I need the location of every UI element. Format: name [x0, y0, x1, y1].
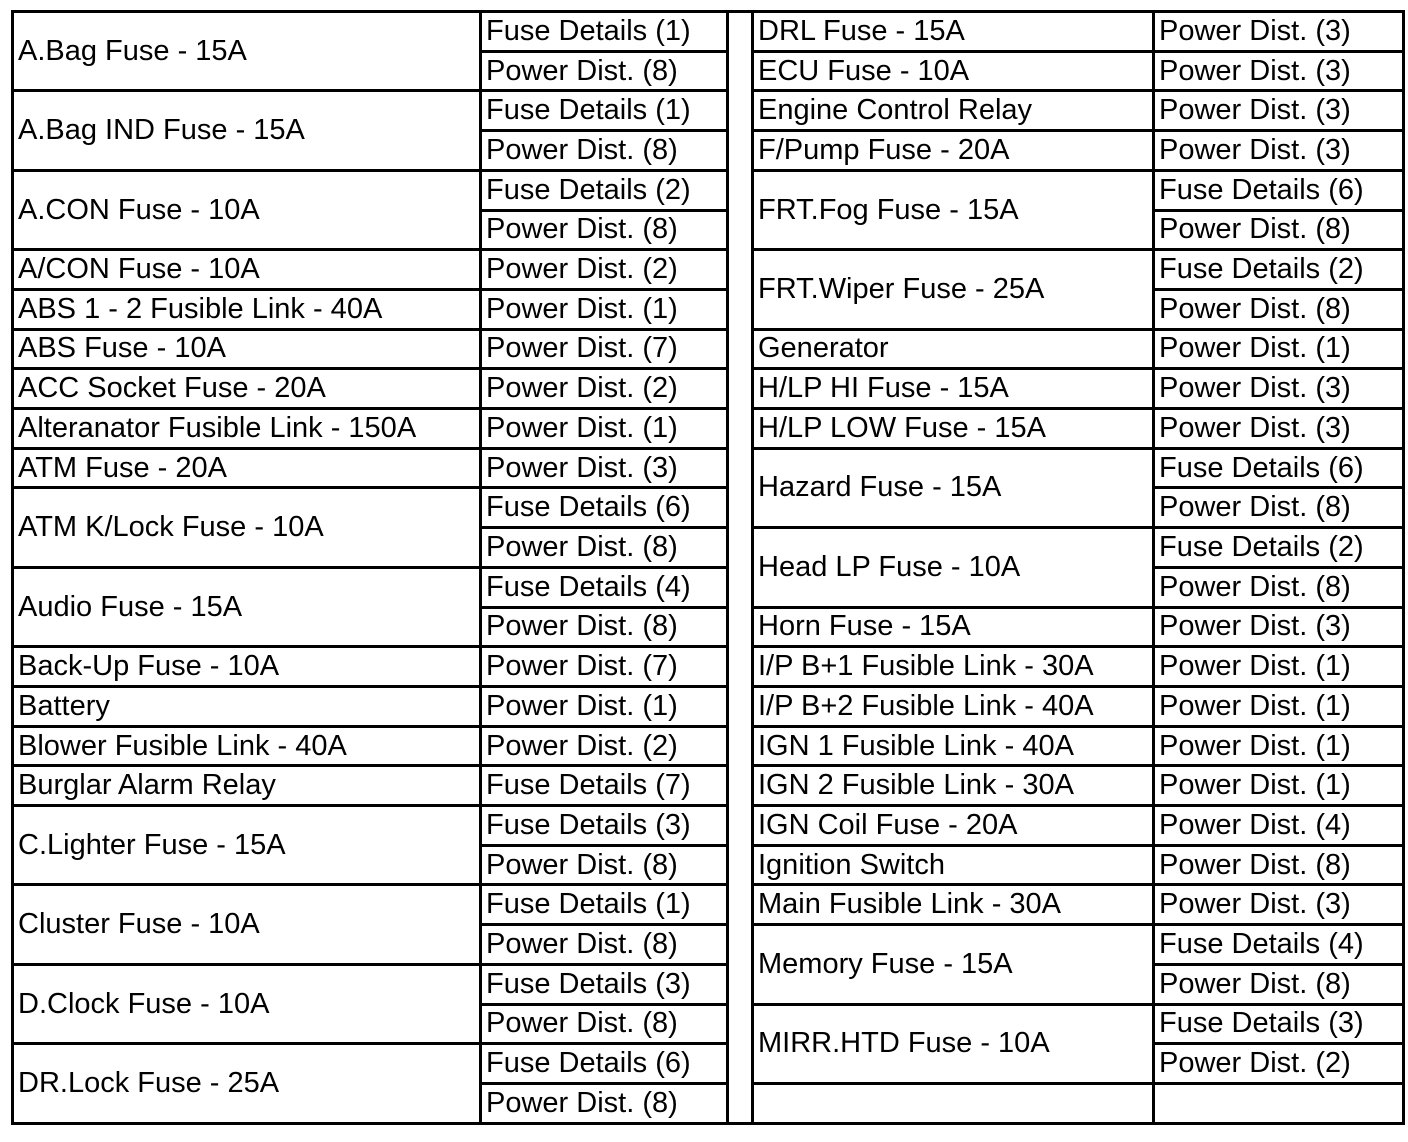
left-component-name: Cluster Fuse - 10A [13, 885, 481, 964]
left-reference: Fuse Details (6) [481, 488, 728, 528]
left-reference: Power Dist. (2) [481, 369, 728, 409]
right-component-name: Ignition Switch [753, 845, 1154, 885]
right-reference: Power Dist. (8) [1154, 210, 1404, 250]
right-component-name: ECU Fuse - 10A [753, 51, 1154, 91]
table-row [13, 647, 1404, 687]
left-reference: Power Dist. (2) [481, 250, 728, 290]
table-row [13, 964, 1404, 1004]
table-row [13, 250, 1404, 290]
left-reference: Power Dist. (1) [481, 686, 728, 726]
right-reference: Fuse Details (2) [1154, 528, 1404, 568]
table-row [13, 1044, 1404, 1084]
left-component-name: Battery [13, 686, 481, 726]
right-reference: Power Dist. (8) [1154, 845, 1404, 885]
fuse-index-table [11, 10, 1405, 1125]
left-reference: Power Dist. (8) [481, 210, 728, 250]
left-reference: Power Dist. (1) [481, 289, 728, 329]
right-component-name: I/P B+1 Fusible Link - 30A [753, 647, 1154, 687]
right-reference: Power Dist. (4) [1154, 806, 1404, 846]
right-reference: Power Dist. (3) [1154, 369, 1404, 409]
table-row [13, 329, 1404, 369]
table-row [13, 686, 1404, 726]
left-reference: Fuse Details (7) [481, 766, 728, 806]
left-reference: Power Dist. (8) [481, 607, 728, 647]
left-reference: Power Dist. (8) [481, 51, 728, 91]
left-reference: Power Dist. (8) [481, 845, 728, 885]
left-reference: Fuse Details (1) [481, 12, 728, 52]
right-component-name: MIRR.HTD Fuse - 10A [753, 1004, 1154, 1083]
table-row [13, 289, 1404, 329]
right-reference: Fuse Details (6) [1154, 448, 1404, 488]
table-row [13, 766, 1404, 806]
left-component-name: Alteranator Fusible Link - 150A [13, 409, 481, 449]
right-reference: Fuse Details (2) [1154, 250, 1404, 290]
left-reference: Power Dist. (7) [481, 329, 728, 369]
left-component-name: Audio Fuse - 15A [13, 567, 481, 646]
table-row [13, 488, 1404, 528]
empty-cell [753, 1083, 1154, 1123]
left-component-name: D.Clock Fuse - 10A [13, 964, 481, 1043]
left-reference: Fuse Details (2) [481, 170, 728, 210]
left-reference: Fuse Details (1) [481, 91, 728, 131]
right-reference: Power Dist. (8) [1154, 964, 1404, 1004]
left-reference: Power Dist. (8) [481, 925, 728, 965]
left-component-name: ACC Socket Fuse - 20A [13, 369, 481, 409]
table-row [13, 170, 1404, 210]
right-component-name: DRL Fuse - 15A [753, 12, 1154, 52]
table-row [13, 885, 1404, 925]
right-component-name: IGN Coil Fuse - 20A [753, 806, 1154, 846]
left-component-name: A.Bag Fuse - 15A [13, 12, 481, 91]
left-component-name: A.CON Fuse - 10A [13, 170, 481, 249]
left-component-name: ATM Fuse - 20A [13, 448, 481, 488]
right-component-name: Horn Fuse - 15A [753, 607, 1154, 647]
right-component-name: Memory Fuse - 15A [753, 925, 1154, 1004]
right-component-name: Hazard Fuse - 15A [753, 448, 1154, 527]
right-component-name: Main Fusible Link - 30A [753, 885, 1154, 925]
right-reference: Power Dist. (2) [1154, 1044, 1404, 1084]
left-reference: Power Dist. (7) [481, 647, 728, 687]
left-component-name: ABS 1 - 2 Fusible Link - 40A [13, 289, 481, 329]
right-component-name: Generator [753, 329, 1154, 369]
left-reference: Power Dist. (2) [481, 726, 728, 766]
table-row [13, 409, 1404, 449]
left-component-name: ABS Fuse - 10A [13, 329, 481, 369]
right-component-name: IGN 1 Fusible Link - 40A [753, 726, 1154, 766]
left-reference: Power Dist. (8) [481, 1004, 728, 1044]
left-component-name: C.Lighter Fuse - 15A [13, 806, 481, 885]
right-reference: Power Dist. (3) [1154, 131, 1404, 171]
table-row [13, 567, 1404, 607]
right-reference: Power Dist. (1) [1154, 329, 1404, 369]
right-reference: Power Dist. (1) [1154, 726, 1404, 766]
left-component-name: Back-Up Fuse - 10A [13, 647, 481, 687]
right-component-name: H/LP HI Fuse - 15A [753, 369, 1154, 409]
left-reference: Fuse Details (3) [481, 964, 728, 1004]
right-reference: Fuse Details (3) [1154, 1004, 1404, 1044]
right-component-name: I/P B+2 Fusible Link - 40A [753, 686, 1154, 726]
empty-cell [1154, 1083, 1404, 1123]
right-reference: Power Dist. (3) [1154, 12, 1404, 52]
right-reference: Power Dist. (8) [1154, 289, 1404, 329]
right-reference: Power Dist. (3) [1154, 91, 1404, 131]
right-reference: Power Dist. (8) [1154, 488, 1404, 528]
left-reference: Fuse Details (4) [481, 567, 728, 607]
table-row [13, 91, 1404, 131]
left-component-name: DR.Lock Fuse - 25A [13, 1044, 481, 1123]
left-component-name: A.Bag IND Fuse - 15A [13, 91, 481, 170]
right-component-name: Head LP Fuse - 10A [753, 528, 1154, 607]
right-reference: Power Dist. (3) [1154, 409, 1404, 449]
right-reference: Power Dist. (1) [1154, 766, 1404, 806]
right-reference: Power Dist. (3) [1154, 885, 1404, 925]
right-component-name: F/Pump Fuse - 20A [753, 131, 1154, 171]
table-row [13, 369, 1404, 409]
left-reference: Power Dist. (8) [481, 528, 728, 568]
right-reference: Fuse Details (4) [1154, 925, 1404, 965]
left-reference: Power Dist. (3) [481, 448, 728, 488]
right-component-name: H/LP LOW Fuse - 15A [753, 409, 1154, 449]
left-component-name: ATM K/Lock Fuse - 10A [13, 488, 481, 567]
table-row [13, 726, 1404, 766]
left-component-name: Blower Fusible Link - 40A [13, 726, 481, 766]
left-reference: Power Dist. (8) [481, 131, 728, 171]
right-component-name: Engine Control Relay [753, 91, 1154, 131]
right-reference: Power Dist. (3) [1154, 607, 1404, 647]
right-reference: Power Dist. (3) [1154, 51, 1404, 91]
table-row [13, 806, 1404, 846]
right-reference: Power Dist. (1) [1154, 647, 1404, 687]
left-component-name: A/CON Fuse - 10A [13, 250, 481, 290]
left-reference: Fuse Details (6) [481, 1044, 728, 1084]
left-reference: Fuse Details (3) [481, 806, 728, 846]
right-component-name: FRT.Wiper Fuse - 25A [753, 250, 1154, 329]
right-reference: Power Dist. (8) [1154, 567, 1404, 607]
column-divider [728, 12, 753, 1124]
right-component-name: FRT.Fog Fuse - 15A [753, 170, 1154, 249]
left-reference: Power Dist. (1) [481, 409, 728, 449]
table-row [13, 448, 1404, 488]
table-row [13, 12, 1404, 52]
left-reference: Power Dist. (8) [481, 1083, 728, 1123]
right-component-name: IGN 2 Fusible Link - 30A [753, 766, 1154, 806]
right-reference: Power Dist. (1) [1154, 686, 1404, 726]
right-reference: Fuse Details (6) [1154, 170, 1404, 210]
left-component-name: Burglar Alarm Relay [13, 766, 481, 806]
left-reference: Fuse Details (1) [481, 885, 728, 925]
